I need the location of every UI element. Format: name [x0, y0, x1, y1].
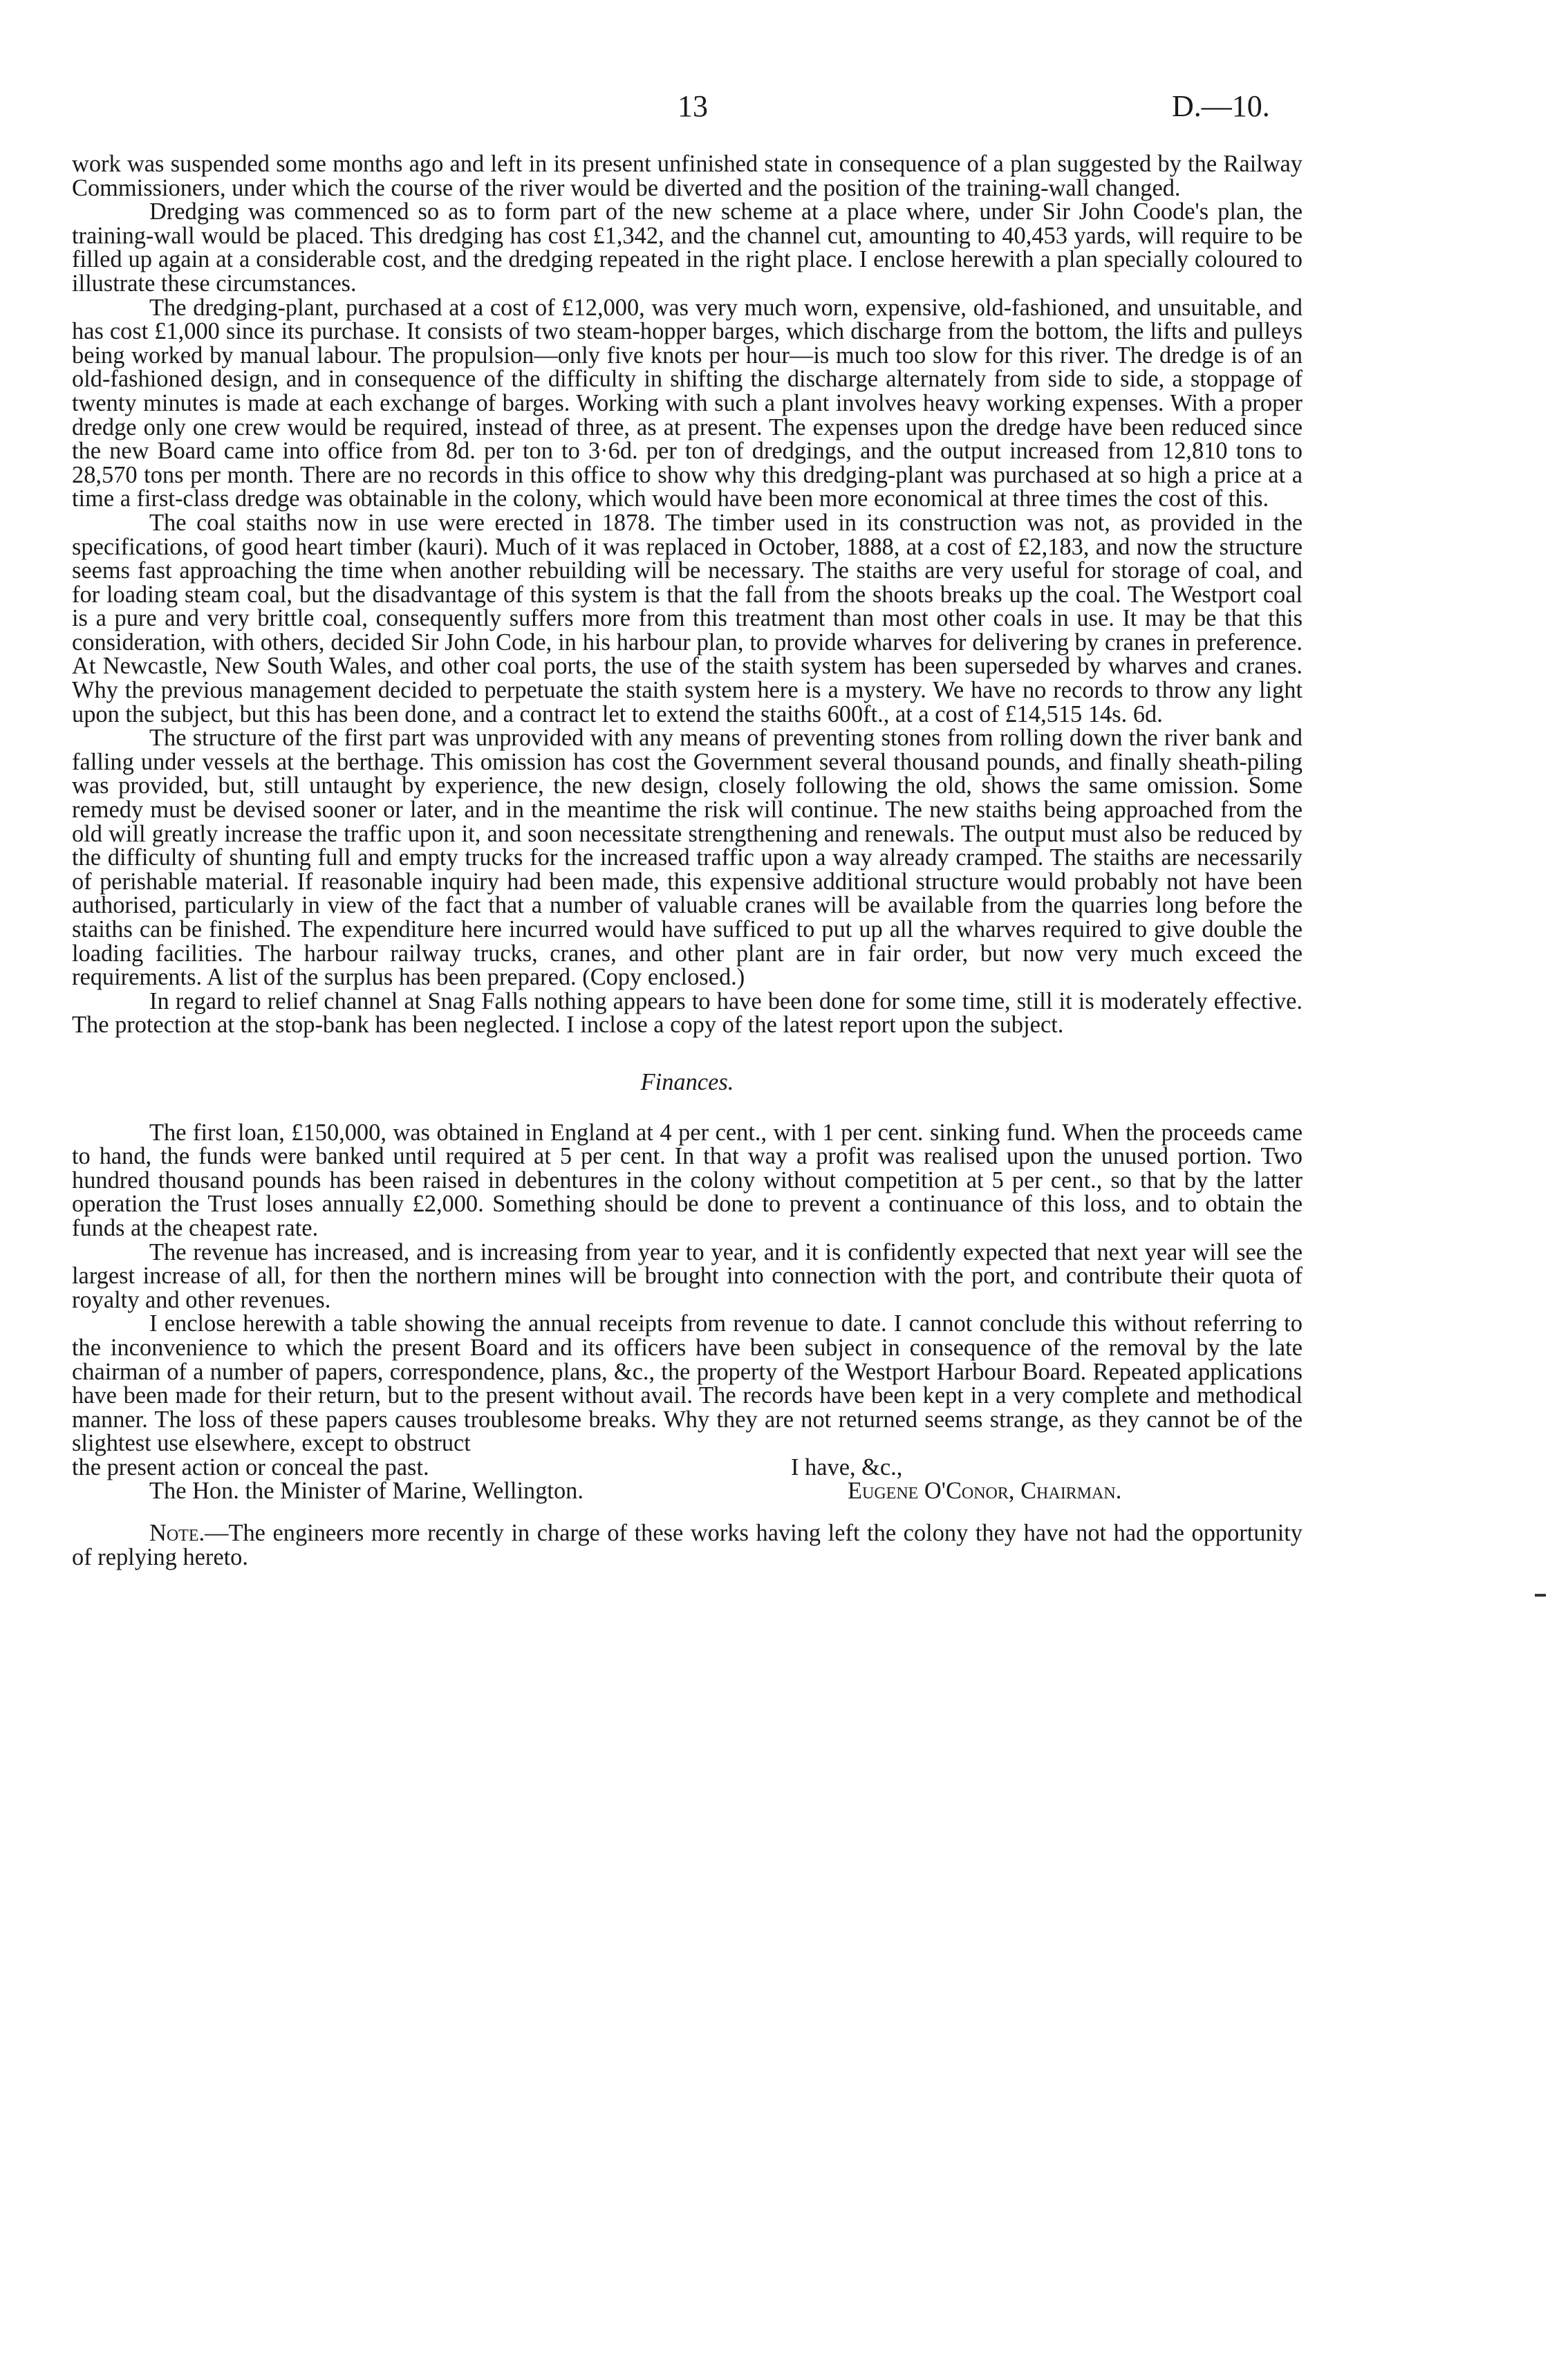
signature: Eugene O'Conor, Chairman.: [848, 1478, 1122, 1505]
paragraph: The first loan, £150,000, was obtained in England at 4 per cent., with 1 per cent. sinking fund. When the proceeds came to hand, the funds were banked until required at 5 per cent. In that way a profit was realised upon the unused portion. Two hundred thousand pounds has been raised in debentures in the colony without competition at 5 per cent., so that by the latter operation the Trust loses annually £2,000. Something should be done to prevent a continuance of this loss, and to obtain the funds at the cheapest rate.: [72, 1119, 1303, 1241]
paragraph: The structure of the first part was unprovided with any means of preventing stones from rolling down the river bank and falling under vessels at the berthage. This omission has cost the Government several thousand pounds, and finally sheath-piling was provided, but, still untaught by experience, the new design, closely following the old, shows the same omission. Some remedy must be devised sooner or later, and in the meantime the risk will continue. The new staiths being approached from the old will greatly increase the traffic upon it, and soon necessitate strengthening and renewals. The output must also be reduced by the difficulty of shunting full and empty trucks for the increased traffic upon a way already cramped. The staiths are necessarily of perishable material. If reasonable inquiry had been made, this expensive additional structure would probably not have been authorised, particularly in view of the fact that a number of valuable cranes will be available from the quarries long before the staiths can be finished. The expenditure here incurred would have sufficed to put up all the wharves required to give double the loading facilities. The harbour railway trucks, cranes, and other plant are in fair order, but now very much exceed the requirements. A list of the surplus has been prepared. (Copy enclosed.): [72, 725, 1303, 991]
valediction: I have, &c.,: [791, 1453, 903, 1480]
closing-line: [72, 1453, 1303, 1480]
document-reference: D.—10.: [1172, 89, 1270, 123]
margin-dash-mark: [1535, 1594, 1546, 1597]
paragraph: Dredging was commenced so as to form part of the new scheme at a place where, under Sir John Coode's plan, the training-wall would be placed. This dredging has cost £1,342, and the channel cut, amounting to 40,453 yards, will require to be filled up again at a considerable cost, and the dredging repeated in the right place. I enclose herewith a plan specially coloured to illustrate these circumstances.: [72, 198, 1303, 297]
paragraph: In regard to relief channel at Snag Falls nothing appears to have been done for some time, still it is moderately effective. The protection at the stop-bank has been neglected. I inclose a copy of the latest report upon the subject.: [72, 987, 1303, 1039]
page-number: 13: [678, 89, 708, 123]
note-label: Note.: [149, 1520, 205, 1547]
paragraph: work was suspended some months ago and left in its present unfinished state in consequence of a plan suggested by the Railway Commissioners, under which the course of the river would be diverted and the position of the training-wall changed.: [72, 151, 1303, 201]
section-heading-finances: Finances.: [640, 1068, 734, 1095]
signature-line: [72, 1479, 1303, 1503]
document-body: [72, 152, 1303, 1569]
paragraph: The coal staiths now in use were erected in 1878. The timber used in its construction was not, as provided in the specifications, of good heart timber (kauri). Much of it was replaced in October, 1888, at a cost of £2,183, and now the structure seems fast approaching the time when another rebuilding will be necessary. The staiths are very useful for storage of coal, and for loading steam coal, but the disadvantage of this system is that the fall from the shoots breaks up the coal. The Westport coal is a pure and very brittle coal, consequently suffers more from this treatment than most other coals in use. It may be that this consideration, with others, decided Sir John Code, in his harbour plan, to provide wharves for delivering by cranes in preference. At Newcastle, New South Wales, and other coal ports, the use of the staith system has been superseded by wharves and cranes. Why the previous management decided to perpetuate the staith system here is a mystery. We have no records to throw any light upon the subject, but this has been done, and a contract let to extend the staiths 600ft., at a cost of £14,515 14s. 6d.: [72, 509, 1303, 727]
paragraph: The revenue has increased, and is increasing from year to year, and it is confidently expected that next year will see the largest increase of all, for then the northern mines will be brought into connection with the port, and contribute their quota of royalty and other revenues.: [72, 1238, 1303, 1313]
paragraph: I enclose herewith a table showing the annual receipts from revenue to date. I cannot conclude this without referring to the inconvenience to which the present Board and its officers have been subject in consequence of the removal by the late chairman of a number of papers, correspondence, plans, &c., the property of the Westport Harbour Board. Repeated applications have been made for their return, but to the present without avail. The records have been kept in a very complete and methodical manner. The loss of these papers causes troublesome breaks. Why they are not returned seems strange, as they cannot be of the slightest use elsewhere, except to obstruct: [72, 1310, 1303, 1457]
closing-text: the present action or conceal the past.: [72, 1453, 429, 1480]
note-text: —The engineers more recently in charge of these works having left the colony they have not had the opportunity of replying hereto.: [72, 1520, 1303, 1570]
page-header: [0, 89, 1568, 130]
addressee: The Hon. the Minister of Marine, Wellington.: [149, 1478, 584, 1505]
note: [72, 1521, 1303, 1569]
paragraph: The dredging-plant, purchased at a cost of £12,000, was very much worn, expensive, old-fashioned, and unsuitable, and has cost £1,000 since its purchase. It consists of two steam-hopper barges, which discharge from the bottom, the lifts and pulleys being worked by manual labour. The propulsion—only five knots per hour—is much too slow for this river. The dredge is of an old-fashioned design, and in consequence of the difficulty in shifting the discharge alternately from side to side, a stoppage of twenty minutes is made at each exchange of barges. Working with such a plant involves heavy working expenses. With a proper dredge only one crew would be required, instead of three, as at present. The expenses upon the dredge have been reduced since the new Board came into office from 8d. per ton to 3·6d. per ton of dredgings, and the output increased from 12,810 tons to 28,570 tons per month. There are no records in this office to show why this dredging-plant was purchased at so high a price at a time a first-class dredge was obtainable in the colony, which would have been more economical at three times the cost of this.: [72, 294, 1303, 512]
